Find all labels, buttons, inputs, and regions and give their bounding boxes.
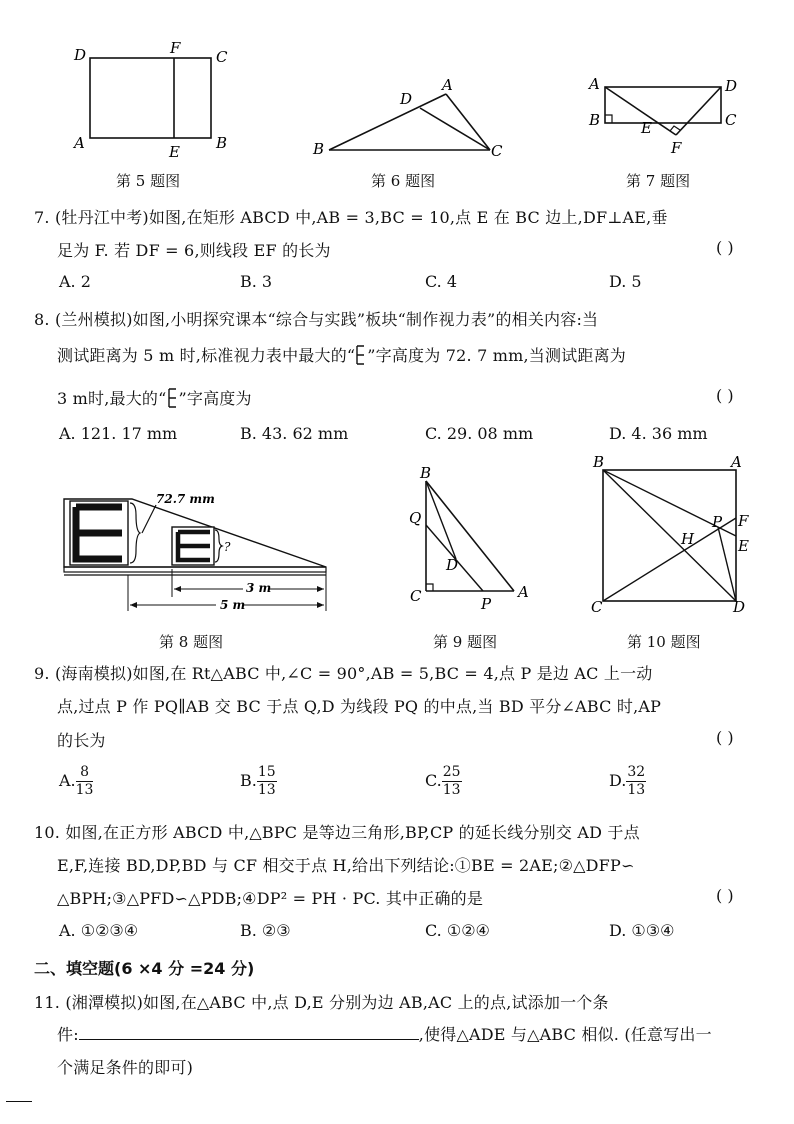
label-D: D bbox=[725, 77, 738, 95]
q8-line-2-part-b: ”字高度为 72. 7 mm,当测试距离为 bbox=[367, 346, 626, 365]
fraction-numerator: 8 bbox=[76, 764, 94, 782]
label-B: B bbox=[420, 464, 432, 482]
fraction-numerator: 32 bbox=[627, 764, 646, 780]
question-11-line-3: 个满足条件的即可) bbox=[57, 1058, 194, 1077]
q10-option-d: D. ①③④ bbox=[609, 921, 675, 940]
q10-option-a: A. ①②③④ bbox=[59, 921, 139, 940]
q9-option-a-fraction bbox=[76, 764, 94, 799]
label-A: A bbox=[74, 134, 85, 152]
question-11-line-1: 11. (湘潭模拟)如图,在△ABC 中,点 D,E 分别为边 AB,AC 上的点,试添加一个条 bbox=[34, 993, 609, 1012]
q9-option-a bbox=[59, 764, 93, 799]
figure-5-diagram bbox=[68, 40, 238, 160]
question-10-answer-paren: ( ) bbox=[716, 886, 734, 905]
q9-option-d-fraction bbox=[626, 764, 646, 799]
label-D: D bbox=[400, 90, 413, 108]
label-H: H bbox=[681, 530, 695, 548]
dim-3m: 3 m bbox=[246, 581, 272, 595]
q8-line-2-part-a: 测试距离为 5 m 时,标准视力表中最大的“ bbox=[57, 346, 356, 365]
figure-6-caption: 第 6 题图 bbox=[371, 172, 436, 190]
label-F: F bbox=[671, 139, 682, 157]
figure-7 bbox=[583, 75, 748, 160]
question-mark: ? bbox=[224, 540, 231, 554]
figure-8-caption: 第 8 题图 bbox=[159, 633, 224, 651]
figure-5 bbox=[68, 40, 238, 160]
q11-line-2-part-a: 件: bbox=[57, 1025, 79, 1044]
fraction-numerator: 15 bbox=[257, 764, 276, 780]
question-8-answer-paren: ( ) bbox=[716, 386, 734, 405]
dim-72-7mm: 72.7 mm bbox=[156, 492, 215, 506]
label-D: D bbox=[733, 598, 746, 616]
label-P: P bbox=[712, 513, 723, 531]
question-11-line-2 bbox=[57, 1022, 712, 1045]
label-A: A bbox=[731, 453, 742, 471]
question-9-line-3: 的长为 bbox=[57, 731, 106, 750]
q10-option-b: B. ②③ bbox=[240, 921, 291, 940]
page-margin-rule bbox=[6, 1101, 32, 1102]
question-10-line-3: △BPH;③△PFD∽△PDB;④DP² = PH · PC. 其中正确的是 bbox=[57, 889, 484, 908]
fraction-denominator: 13 bbox=[75, 782, 94, 798]
answer-blank[interactable] bbox=[79, 1025, 419, 1040]
label-E: E bbox=[169, 143, 180, 160]
fraction-numerator: 25 bbox=[442, 764, 461, 780]
q8-option-b: B. 43. 62 mm bbox=[240, 424, 349, 443]
label-F: F bbox=[170, 40, 181, 57]
question-7-line-2: 足为 F. 若 DF = 6,则线段 EF 的长为 bbox=[57, 241, 331, 260]
q8-option-c: C. 29. 08 mm bbox=[425, 424, 534, 443]
label-C: C bbox=[591, 598, 603, 616]
figure-7-caption: 第 7 题图 bbox=[626, 172, 691, 190]
figure-9-diagram bbox=[404, 463, 539, 613]
figure-9-caption: 第 9 题图 bbox=[433, 633, 498, 651]
q8-line-3-part-a: 3 m时,最大的“ bbox=[57, 389, 167, 408]
figure-8-diagram bbox=[60, 485, 335, 615]
fraction-denominator: 13 bbox=[627, 782, 646, 798]
label-C: C bbox=[410, 587, 422, 605]
label-P: P bbox=[481, 595, 492, 613]
q8-option-a: A. 121. 17 mm bbox=[59, 424, 178, 443]
label-C: C bbox=[491, 142, 503, 160]
question-7-line-1: 7. (牡丹江中考)如图,在矩形 ABCD 中,AB = 3,BC = 10,点 E 在 BC 边上,DF⊥AE,垂 bbox=[34, 208, 668, 227]
label-D: D bbox=[446, 556, 459, 574]
figure-7-diagram bbox=[583, 75, 748, 160]
figure-5-caption: 第 5 题图 bbox=[116, 172, 181, 190]
label-B: B bbox=[593, 453, 605, 471]
q8-line-3-part-b: ”字高度为 bbox=[178, 389, 252, 408]
e-chart-glyph-icon bbox=[167, 388, 179, 408]
q9-option-c bbox=[425, 764, 462, 799]
q11-line-2-part-b: ,使得△ADE 与△ABC 相似. (任意写出一 bbox=[418, 1025, 712, 1044]
q9-option-b-fraction bbox=[257, 764, 277, 799]
question-9-answer-paren: ( ) bbox=[716, 728, 734, 747]
section-heading-fill-in: 二、填空题(6 ×4 分 =24 分) bbox=[34, 959, 255, 978]
q10-option-c: C. ①②④ bbox=[425, 921, 490, 940]
figure-9 bbox=[404, 463, 539, 613]
label-A: A bbox=[589, 75, 600, 93]
e-chart-glyph-icon bbox=[355, 345, 367, 365]
fraction-denominator: 13 bbox=[442, 782, 461, 798]
q7-option-b: B. 3 bbox=[240, 272, 273, 291]
question-8-line-2 bbox=[57, 343, 626, 366]
question-7-answer-paren: ( ) bbox=[716, 238, 734, 257]
q8-option-d: D. 4. 36 mm bbox=[609, 424, 708, 443]
figure-10 bbox=[585, 452, 760, 617]
question-10-line-1: 10. 如图,在正方形 ABCD 中,△BPC 是等边三角形,BP,CP 的延长线分别交 AD 于点 bbox=[34, 823, 640, 842]
label-C: C bbox=[725, 111, 737, 129]
label-B: B bbox=[216, 134, 228, 152]
q9-option-b-letter: B. bbox=[240, 771, 257, 790]
label-B: B bbox=[589, 111, 601, 129]
figure-6-diagram bbox=[305, 72, 515, 160]
fraction-denominator: 13 bbox=[257, 782, 276, 798]
label-D: D bbox=[74, 46, 87, 64]
label-B: B bbox=[313, 140, 325, 158]
question-8-line-1: 8. (兰州模拟)如图,小明探究课本“综合与实践”板块“制作视力表”的相关内容:当 bbox=[34, 310, 599, 329]
figure-6 bbox=[305, 72, 515, 160]
figure-10-diagram bbox=[585, 452, 760, 617]
label-Q: Q bbox=[409, 509, 422, 527]
dim-5m: 5 m bbox=[220, 598, 246, 612]
label-A: A bbox=[442, 76, 453, 94]
question-9-line-1: 9. (海南模拟)如图,在 Rt△ABC 中,∠C = 90°,AB = 5,BC = 4,点 P 是边 AC 上一动 bbox=[34, 664, 653, 683]
q9-option-a-letter: A. bbox=[59, 771, 76, 790]
question-9-line-2: 点,过点 P 作 PQ∥AB 交 BC 于点 Q,D 为线段 PQ 的中点,当 BD 平分∠ABC 时,AP bbox=[57, 697, 662, 716]
figure-10-caption: 第 10 题图 bbox=[627, 633, 701, 651]
q9-option-b bbox=[240, 764, 277, 799]
q7-option-d: D. 5 bbox=[609, 272, 642, 291]
q7-option-a: A. 2 bbox=[59, 272, 91, 291]
q7-option-c: C. 4 bbox=[425, 272, 458, 291]
label-C: C bbox=[216, 48, 228, 66]
question-10-line-2: E,F,连接 BD,DP,BD 与 CF 相交于点 H,给出下列结论:①BE = 2AE;②△DFP∽ bbox=[57, 856, 635, 875]
q9-option-c-letter: C. bbox=[425, 771, 442, 790]
figure-8 bbox=[60, 485, 335, 615]
label-A: A bbox=[518, 583, 529, 601]
label-E: E bbox=[738, 537, 749, 555]
label-E: E bbox=[641, 119, 652, 137]
label-F: F bbox=[738, 512, 749, 530]
q9-option-d bbox=[609, 764, 646, 799]
q9-option-c-fraction bbox=[442, 764, 462, 799]
question-8-line-3 bbox=[57, 386, 252, 409]
q9-option-d-letter: D. bbox=[609, 771, 627, 790]
